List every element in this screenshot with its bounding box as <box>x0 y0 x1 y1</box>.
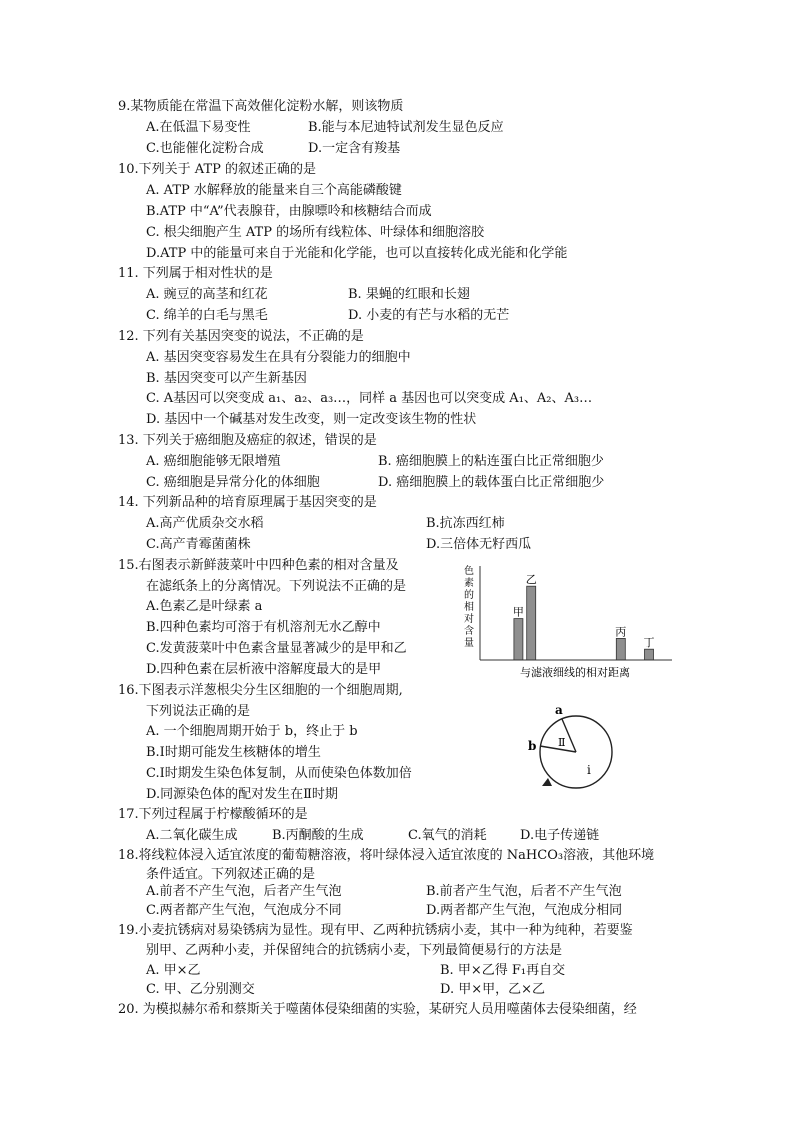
chart-ylabel: 色素的相对含量 <box>464 566 474 649</box>
q16-option-a: A. 一个细胞周期开始于 b，终止于 b <box>146 724 358 739</box>
q17-option-d: D.电子传递链 <box>520 828 600 843</box>
q15-option-a: A.色素乙是叶绿素 a <box>146 599 263 614</box>
q19-stem-line2: 别甲、乙两种小麦，并保留纯合的抗锈病小麦，下列最简便易行的方法是 <box>146 943 563 958</box>
q11-option-c: C. 绵羊的白毛与黑毛 <box>146 308 268 323</box>
q14-option-a: A.高产优质杂交水稻 <box>146 516 264 531</box>
cycle-direction-arrow <box>542 778 552 786</box>
bar-label-3: 丙 <box>615 625 627 639</box>
q12-option-b: B. 基因突变可以产生新基因 <box>146 371 307 386</box>
q15-option-d: D.四种色素在层析液中溶解度最大的是甲 <box>146 662 382 677</box>
q11-option-a: A. 豌豆的高茎和红花 <box>146 287 268 302</box>
q14-stem: 14. 下列新品种的培育原理属于基因突变的是 <box>118 495 377 510</box>
q12-option-a: A. 基因突变容易发生在具有分裂能力的细胞中 <box>146 350 411 365</box>
q14-option-c: C.高产青霉菌菌株 <box>146 537 251 552</box>
q17-stem: 17.下列过程属于柠檬酸循环的是 <box>118 807 308 822</box>
q16-option-d: D.同源染色体的配对发生在Ⅱ时期 <box>146 787 338 802</box>
bar-1 <box>514 619 523 660</box>
q19-option-d: D. 甲×甲，乙×乙 <box>440 982 546 997</box>
q20-stem: 20. 为模拟赫尔希和蔡斯关于噬菌体侵染细菌的实验，某研究人员用噬菌体去侵染细菌，经 <box>118 1002 637 1017</box>
q12-option-c: C. A基因可以突变成 a₁、a₂、a₃…，同样 a 基因也可以突变成 A₁、A₂、A₃… <box>146 391 593 406</box>
q13-option-c: C. 癌细胞是异常分化的体细胞 <box>146 475 320 490</box>
label-period-II: Ⅱ <box>558 736 566 749</box>
q17-option-b: B.丙酮酸的生成 <box>272 828 364 843</box>
q18-stem-line2: 条件适宜。下列叙述正确的是 <box>146 867 316 882</box>
q10-option-b: B.ATP 中“A”代表腺苷，由腺嘌呤和核糖结合而成 <box>146 204 432 219</box>
q18-option-d: D.两者都产生气泡，气泡成分相同 <box>426 903 623 918</box>
q19-option-c: C. 甲、乙分别测交 <box>146 982 255 997</box>
q16-option-b: B.Ⅰ时期可能发生核糖体的增生 <box>146 745 321 760</box>
q10-option-c: C. 根尖细胞产生 ATP 的场所有线粒体、叶绿体和细胞溶胶 <box>146 225 485 240</box>
q19-option-b: B. 甲×乙得 F₁再自交 <box>440 963 566 978</box>
q10-stem: 10.下列关于 ATP 的叙述正确的是 <box>118 162 317 177</box>
q15-stem-line2: 在滤纸条上的分离情况。下列说法不正确的是 <box>146 579 407 594</box>
q16-option-c: C.Ⅰ时期发生染色体复制，从而使染色体数加倍 <box>146 766 412 781</box>
q9-option-d: D.一定含有羧基 <box>308 141 401 156</box>
q13-stem: 13. 下列关于癌细胞及癌症的叙述，错误的是 <box>118 433 377 448</box>
q11-option-d: D. 小麦的有芒与水稻的无芒 <box>348 308 510 323</box>
q18-stem-line1: 18.将线粒体浸入适宜浓度的葡萄糖溶液，将叶绿体浸入适宜浓度的 NaHCO₃溶液，其他环境 <box>118 848 655 863</box>
q9-option-b: B.能与本尼迪特试剂发生显色反应 <box>308 120 504 135</box>
q18-option-c: C.两者都产生气泡，气泡成分不同 <box>146 903 342 918</box>
bar-3 <box>616 638 625 660</box>
q16-stem-line2: 下列说法正确的是 <box>146 704 251 719</box>
q12-stem: 12. 下列有关基因突变的说法，不正确的是 <box>118 329 364 344</box>
q9-option-c: C.也能催化淀粉合成 <box>146 141 264 156</box>
q18-option-b: B.前者产生气泡，后者不产生气泡 <box>426 884 622 899</box>
pigment-bar-chart <box>458 562 680 682</box>
label-b: b <box>528 739 537 753</box>
q13-option-b: B. 癌细胞膜上的粘连蛋白比正常细胞少 <box>378 454 604 469</box>
q15-option-b: B.四种色素均可溶于有机溶剂无水乙醇中 <box>146 620 381 635</box>
q19-stem-line1: 19.小麦抗锈病对易染锈病为显性。现有甲、乙两种抗锈病小麦，其中一种为纯种，若要鉴 <box>118 923 633 938</box>
q13-option-a: A. 癌细胞能够无限增殖 <box>146 454 281 469</box>
q15-option-c: C.发黄菠菜叶中色素含量显著减少的是甲和乙 <box>146 641 407 656</box>
label-period-I: ⅰ <box>587 763 591 777</box>
q12-option-d: D. 基因中一个碱基对发生改变，则一定改变该生物的性状 <box>146 412 477 427</box>
q9-option-a: A.在低温下易变性 <box>146 120 251 135</box>
q10-option-d: D.ATP 中的能量可来自于光能和化学能，也可以直接转化成光能和化学能 <box>146 246 568 261</box>
q10-option-a: A. ATP 水解释放的能量来自三个高能磷酸键 <box>146 183 402 198</box>
q11-stem: 11. 下列属于相对性状的是 <box>118 266 273 281</box>
bar-label-4: 丁 <box>643 636 655 650</box>
q19-option-a: A. 甲×乙 <box>146 963 201 978</box>
q13-option-d: D. 癌细胞膜上的载体蛋白比正常细胞少 <box>378 475 605 490</box>
bar-label-1: 甲 <box>512 605 524 619</box>
q14-option-b: B.抗冻西红柿 <box>426 516 505 531</box>
q17-option-c: C.氧气的消耗 <box>408 828 487 843</box>
bar-4 <box>645 649 654 660</box>
q18-option-a: A.前者不产生气泡，后者产生气泡 <box>146 884 342 899</box>
q14-option-d: D.三倍体无籽西瓜 <box>426 537 532 552</box>
bar-2 <box>527 586 536 660</box>
q9-stem: 9.某物质能在常温下高效催化淀粉水解，则该物质 <box>118 99 404 114</box>
q17-option-a: A.二氧化碳生成 <box>146 828 238 843</box>
chart-xlabel: 与滤液细线的相对距离 <box>520 666 630 679</box>
cell-cycle-diagram <box>524 702 620 796</box>
bar-label-2: 乙 <box>525 573 537 587</box>
label-a: a <box>555 703 563 717</box>
q11-option-b: B. 果蝇的红眼和长翅 <box>348 287 470 302</box>
q16-stem-line1: 16.下图表示洋葱根尖分生区细胞的一个细胞周期, <box>118 683 403 698</box>
q15-stem-line1: 15.右图表示新鲜菠菜叶中四种色素的相对含量及 <box>118 558 399 573</box>
